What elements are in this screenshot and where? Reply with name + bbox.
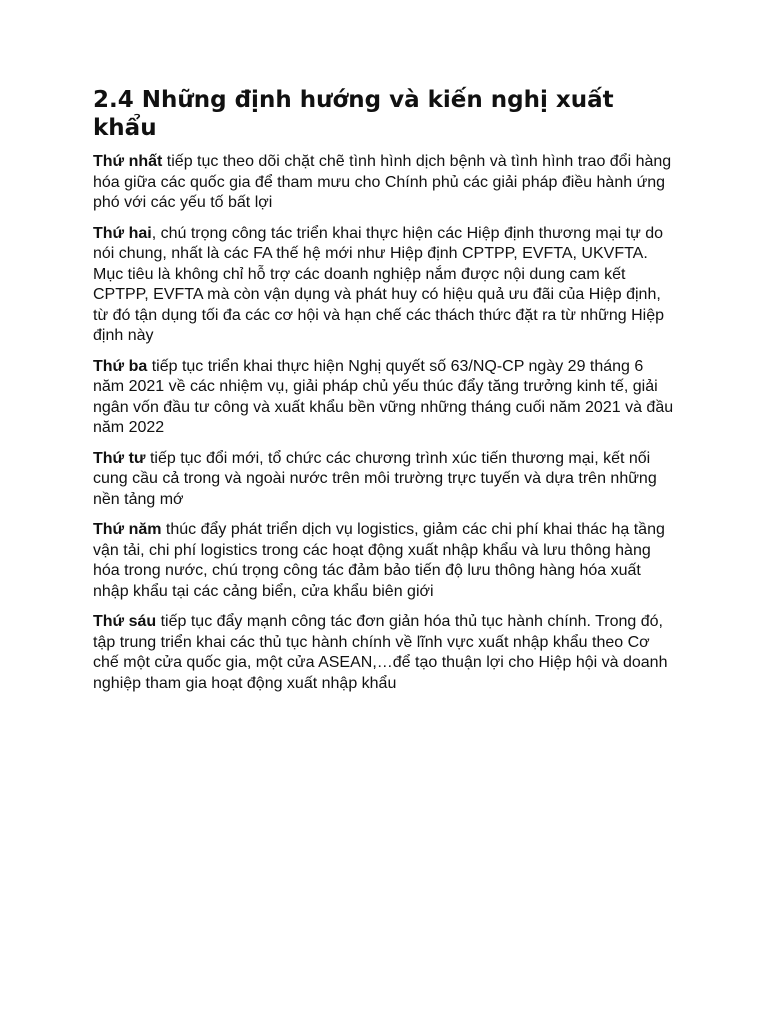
- document-page: [93, 86, 678, 704]
- paragraph-text: tiếp tục theo dõi chặt chẽ tình hình dịch bệnh và tình hình trao đổi hàng hóa giữa các quốc gia để tham mưu cho Chính phủ các giải pháp điều hành ứng phó với các yếu tố bất lợi: [93, 153, 672, 211]
- paragraph-first: [93, 152, 678, 214]
- paragraph-third: [93, 357, 678, 439]
- paragraph-fourth: [93, 449, 678, 511]
- paragraph-sixth: [93, 612, 678, 694]
- paragraph-text: thúc đẩy phát triển dịch vụ logistics, giảm các chi phí khai thác hạ tầng vận tải, chi phí logistics trong các hoạt động xuất nhập khẩu và lưu thông hàng hóa trong nước, chú trọng công tác đảm bảo tiến độ lưu thông hàng hóa xuất nhập khẩu tại các cảng biển, cửa khẩu biên giới: [93, 521, 665, 600]
- paragraph-lead: Thứ năm: [93, 521, 162, 538]
- paragraph-text: tiếp tục đẩy mạnh công tác đơn giản hóa thủ tục hành chính. Trong đó, tập trung triển khai các thủ tục hành chính về lĩnh vực xuất nhập khẩu theo Cơ chế một cửa quốc gia, một cửa ASEAN,…để tạo thuận lợi cho Hiệp hội và doanh nghiệp tham gia hoạt động xuất nhập khẩu: [93, 613, 668, 692]
- paragraph-fifth: [93, 520, 678, 602]
- paragraph-lead: Thứ tư: [93, 449, 146, 467]
- paragraph-lead: Thứ sáu: [93, 613, 157, 630]
- paragraph-second: [93, 224, 678, 347]
- section-heading: 2.4 Những định hướng và kiến nghị xuất khẩu: [93, 87, 614, 141]
- paragraph-text: tiếp tục đổi mới, tổ chức các chương trình xúc tiến thương mại, kết nối cung cầu cả trong và ngoài nước trên môi trường trực tuyến và dựa trên những nền tảng mớ: [93, 449, 657, 508]
- paragraph-lead: Thứ hai: [93, 224, 152, 242]
- paragraph-lead: Thứ ba: [93, 357, 148, 375]
- paragraph-lead: Thứ nhất: [93, 153, 163, 170]
- paragraph-text: tiếp tục triển khai thực hiện Nghị quyết số 63/NQ-CP ngày 29 tháng 6 năm 2021 về các nhiệm vụ, giải pháp chủ yếu thúc đẩy tăng trưởng kinh tế, giải ngân vốn đầu tư công và xuất khẩu bền vững những tháng cuối năm 2021 và đầu năm 2022: [93, 357, 674, 436]
- paragraph-text: , chú trọng công tác triển khai thực hiện các Hiệp định thương mại tự do nói chung, nhất là các FA thế hệ mới như Hiệp định CPTPP, EVFTA, UKVFTA. Mục tiêu là không chỉ hỗ trợ các doanh nghiệp nắm được nội dung cam kết CPTPP, EVFTA mà còn vận dụng và phát huy có hiệu quả ưu đãi của Hiệp định, từ đó tận dụng tối đa các cơ hội và hạn chế các thách thức đặt ra từ những Hiệp định này: [93, 224, 665, 344]
